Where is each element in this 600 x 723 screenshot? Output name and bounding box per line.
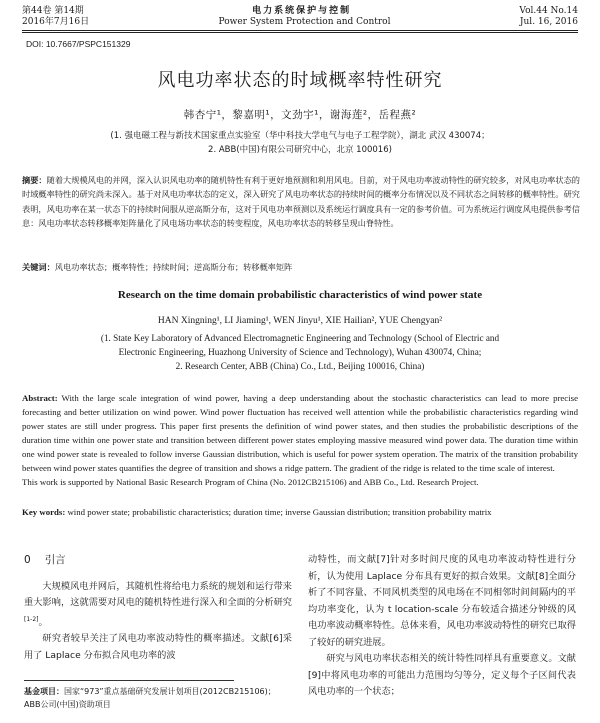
doi: DOI: 10.7667/PSPC151329: [26, 39, 131, 49]
body-paragraph: [24, 579, 292, 632]
keywords-en-label: Key words:: [22, 507, 66, 517]
footnote-text: 国家“973”重点基础研究发展计划项目(2012CB215106)；ABB公司(中国)资助项目: [24, 687, 276, 709]
affiliations-zh: [40, 129, 560, 157]
funding-footnote: [24, 685, 292, 711]
authors-en: HAN Xingning¹, LI Jiaming¹, WEN Jinyu¹, XIE Hailian², YUE Chengyan²: [157, 316, 443, 326]
citation: [1-2]: [24, 615, 39, 623]
date-en: Jul. 16, 2016: [519, 17, 578, 27]
volume-issue-en: Vol.44 No.14: [519, 6, 578, 16]
abstract-zh-text: 随着大规模风电的并网，深入认识风电功率的随机特性有利于更好地预测和利用风电。目前，对于风电功率波动特性的研究较多，对风电功率状态的时域概率特性的研究尚未深入。基于对风电功率状态的定义，深入研究了风电功率状态的持续时间的概率分布情况以及不同状态之间转移的概率特性。研究表明，风电功率在某一状态下的持续时间服从逆高斯分布，这对于风电功率预测以及系统运行调度具有一定的参考价值。可为系统运行调度风电提供参考信息：风电功率状态转移概率矩阵量化了风电场功率状态的转变程度，风电功率状态的转移呈现山脊特性。: [22, 175, 580, 229]
date-zh: 2016年7月16日: [22, 17, 90, 27]
keywords-en-text: wind power state; probabilistic characteristics; duration time; inverse Gaussian distribution; transition probability matrix: [67, 507, 492, 517]
journal-header-bottom: [22, 17, 578, 28]
affiliation-zh-1: (1. 强电磁工程与新技术国家重点实验室（华中科技大学电气与电子工程学院），湖北 武汉 430074；: [110, 131, 490, 141]
abstract-en: [22, 391, 578, 489]
body-paragraph-end: 。: [38, 616, 48, 628]
header-rule-top: [22, 30, 578, 31]
affiliation-en-1: (1. State Key Laboratory of Advanced Electromagnetic Engineering and Technology (School of Electric and: [100, 333, 500, 343]
keywords-zh-label: 关键词：: [22, 262, 55, 272]
footnote-label: 基金项目：: [24, 687, 64, 696]
funding-statement-en: This work is supported by National Basic Research Program of China (No. 2012CB215106) and ABB Co., Ltd. Research Project.: [22, 477, 479, 487]
affiliation-zh-2: 2. ABB(中国)有限公司研究中心，北京 100016): [208, 145, 392, 155]
keywords-zh-text: 风电功率状态；概率特性；持续时间；逆高斯分布；转移概率矩阵: [54, 262, 293, 272]
abstract-zh-label: 摘要：: [22, 175, 47, 185]
abstract-en-text: With the large scale integration of wind power, having a deep understanding about the stochastic characteristics can lead to more precise forecasting and better utilization on wind power. Wind power fluctuation has received well attention while the probabilistic characteristics regarding wind power states are still under progress. This paper first presents the definition of wind power states, and then studies the probabilistic descriptions of the duration time within one power state and transition between different power states employing massive measured wind power data. The duration time within one wind power state is revealed to follow inverse Gaussian distribution, which is useful for power system operation. The matrix of the transition probability between wind power states quantifies the degree of transition and shows a ridge pattern. The gradient of the ridge is related to the time scale of interest.: [22, 393, 578, 473]
body-column-left: [24, 552, 292, 664]
abstract-zh: [22, 173, 580, 231]
section-number: 0: [24, 554, 31, 566]
affiliations-en: [30, 331, 570, 373]
paper-title-en: Research on the time domain probabilistic characteristics of wind power state: [117, 289, 483, 301]
affiliation-en-2: Electronic Engineering, Huazhong University of Science and Technology), Wuhan 430074, China;: [118, 347, 482, 357]
paper-title-zh: 风电功率状态的时域概率特性研究: [157, 70, 443, 91]
authors-zh: 韩杏宁¹，黎嘉明¹，文劲宇¹，谢海莲²，岳程燕²: [183, 109, 417, 121]
keywords-en: [22, 505, 578, 519]
section-title: 引言: [44, 554, 66, 566]
section-heading: [24, 552, 292, 569]
volume-issue-zh: 第44卷 第14期: [22, 6, 84, 16]
journal-name-en: Power System Protection and Control: [218, 17, 391, 27]
body-paragraph-text: 大规模风电并网后，其随机性将给电力系统的规划和运行带来重大影响，这就需要对风电的随机特性进行深入和全面的分析研究: [24, 580, 292, 608]
body-paragraph: 动特性，而文献[7]针对多时间尺度的风电功率波动特性进行分析，认为使用 Laplace 分布具有更好的拟合效果。文献[8]全面分析了不同容量、不同风机类型的风电场在不同相邻时间间隔内的平均功率变化，认为 t location-scale 分布较适合描述分钟级的风电功率波动概率特性。总体来看，风电功率波动特性的研究已取得了较好的研究进展。: [308, 554, 576, 648]
abstract-en-label: Abstract:: [22, 393, 58, 403]
footnote-rule: [24, 680, 234, 681]
journal-header-top: [22, 6, 578, 17]
keywords-zh: [22, 262, 580, 273]
body-paragraph: 研究与风电功率状态相关的统计特性同样具有重要意义。文献[9]中将风电功率的可能出力范围均匀等分，定义每个子区间代表风电功率的一个状态；: [308, 653, 576, 697]
journal-name-zh: 电力系统保护与控制: [252, 6, 352, 16]
body-paragraph: 研究者较早关注了风电功率波动特性的概率描述。文献[6]采用了 Laplace 分布拟合风电功率的波: [24, 633, 292, 661]
header-rule-bottom: [22, 32, 578, 33]
affiliation-en-3: 2. Research Center, ABB (China) Co., Ltd., Beijing 100016, China): [175, 361, 425, 371]
body-column-right: [308, 552, 576, 701]
